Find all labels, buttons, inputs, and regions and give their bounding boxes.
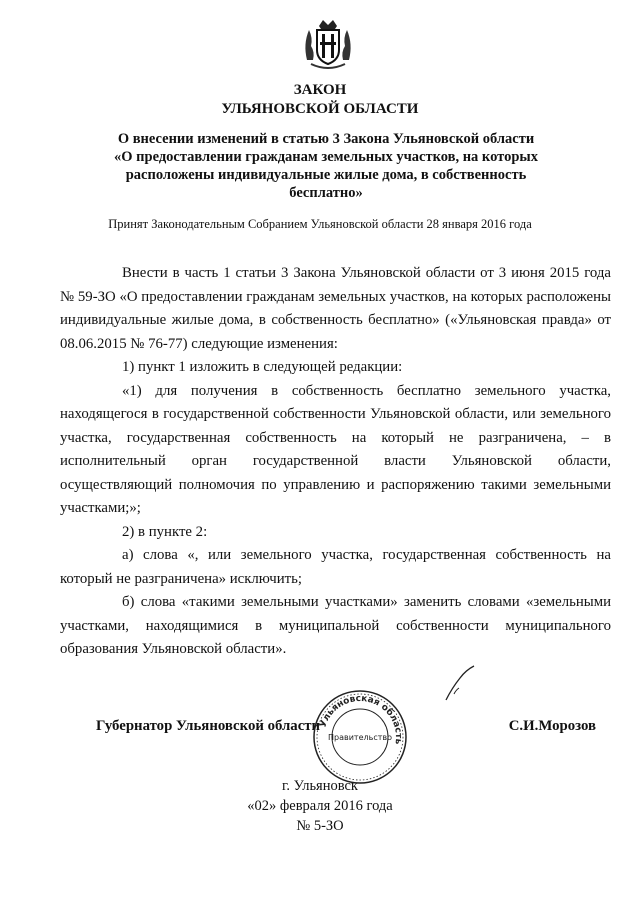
region-name: УЛЬЯНОВСКОЙ ОБЛАСТИ — [221, 101, 419, 117]
document-type: ЗАКОН — [293, 82, 347, 98]
handwritten-signature — [440, 664, 480, 704]
issue-city: г. Ульяновск — [282, 778, 358, 794]
body-paragraph: 2) в пункте 2: — [122, 523, 208, 540]
signatory-name: С.И.Морозов — [508, 718, 596, 734]
seal-ring-text: Ульяновская область — [318, 693, 404, 745]
coat-of-arms-icon — [299, 16, 357, 72]
law-number: № 5-ЗО — [296, 818, 344, 834]
seal-center-text: Правительство — [328, 733, 392, 742]
body-paragraph: «1) для получения в собственность бесплатно земельного участка, находящегося в государственной собственности Ульяновской области, или земельного участка, государственная собственность на который не разграничена, – в исполнительный орган государственной власти Ульяновской области, осуществляющий полномочия по управлению и распоряжению такими земельными участками;»; — [60, 382, 611, 516]
law-title — [100, 130, 552, 202]
body-paragraph: 1) пункт 1 изложить в следующей редакции: — [122, 359, 403, 375]
law-title-line: «О предоставлении гражданам земельных участков, на которых — [114, 149, 538, 165]
body-paragraph: б) слова «такими земельными участками» заменить словами «земельными участками, находящимися в муниципальной собственности муниципального образования Ульяновской области». — [60, 594, 611, 657]
adoption-note: Принят Законодательным Собранием Ульяновской области 28 января 2016 года — [108, 217, 532, 231]
signatory-position: Губернатор Ульяновской области — [96, 718, 321, 734]
law-body — [60, 262, 611, 662]
issue-date: «02» февраля 2016 года — [247, 798, 393, 814]
law-title-line: О внесении изменений в статью 3 Закона Ульяновской области — [117, 131, 535, 147]
official-seal — [312, 689, 408, 785]
body-paragraph: Внести в часть 1 статьи 3 Закона Ульяновской области от 3 июня 2015 года № 59-ЗО «О предоставлении гражданам земельных участков, на которых расположены индивидуальные жилые дома, в собственность бесплатно» («Ульяновская правда» от 08.06.2015 № 76-77) следующие изменения: — [60, 265, 611, 352]
law-title-line: расположены индивидуальные жилые дома, в собственность бесплатно» — [125, 167, 527, 201]
body-paragraph: а) слова «, или земельного участка, государственная собственность на который не разграничена» исключить; — [60, 547, 611, 587]
